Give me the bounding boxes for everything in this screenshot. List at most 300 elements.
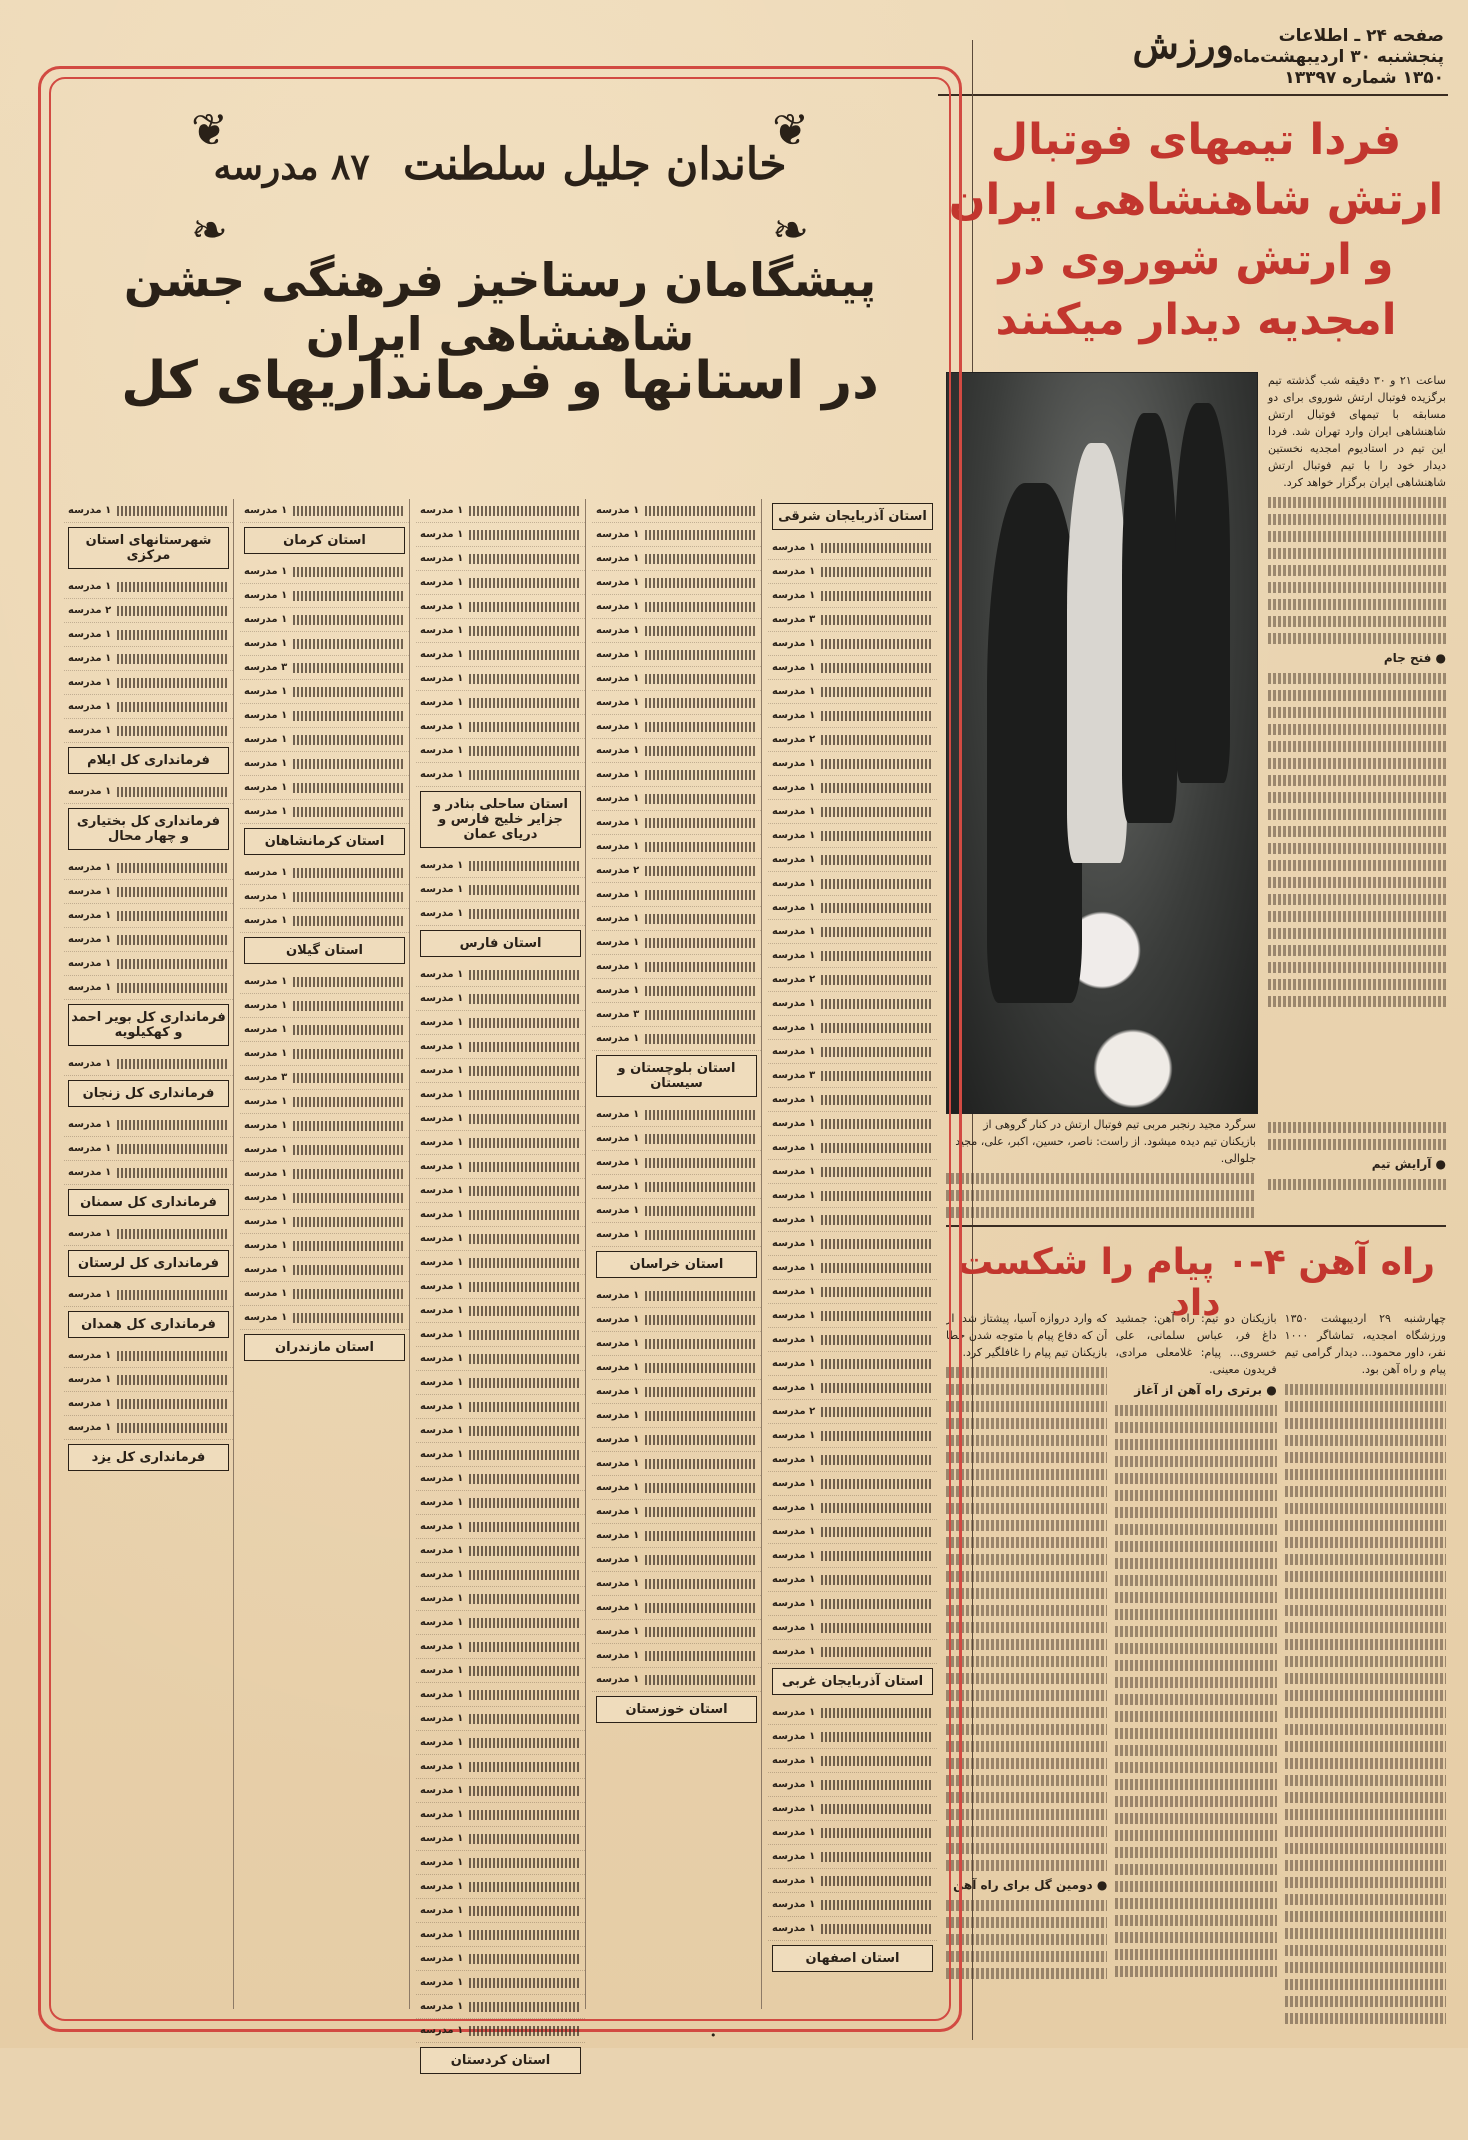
school-name bbox=[821, 1215, 933, 1225]
school-count: ۱ مدرسه bbox=[772, 662, 816, 673]
school-count: ۱ مدرسه bbox=[596, 1434, 640, 1445]
text-line bbox=[1115, 1592, 1276, 1603]
school-row bbox=[592, 715, 761, 739]
school-name bbox=[821, 1023, 933, 1033]
match-report bbox=[946, 1310, 1446, 2140]
school-name bbox=[821, 855, 933, 865]
text-line bbox=[946, 1588, 1107, 1599]
school-name bbox=[117, 1423, 229, 1433]
school-row bbox=[768, 1821, 937, 1845]
text-line bbox=[1285, 1860, 1446, 1871]
school-count: ۱ مدرسه bbox=[772, 1526, 816, 1537]
school-count: ۱ مدرسه bbox=[772, 806, 816, 817]
school-name bbox=[117, 630, 229, 640]
school-name bbox=[821, 1143, 933, 1153]
school-count: ۱ مدرسه bbox=[772, 1046, 816, 1057]
school-name bbox=[293, 1313, 405, 1323]
text-line bbox=[946, 1384, 1107, 1395]
text-line bbox=[1285, 1945, 1446, 1956]
school-row bbox=[240, 752, 409, 776]
text-line bbox=[1285, 1384, 1446, 1395]
school-row bbox=[592, 1404, 761, 1428]
school-row bbox=[416, 854, 585, 878]
school-count: ۱ مدرسه bbox=[420, 649, 464, 660]
school-name bbox=[821, 1804, 933, 1814]
school-count: ۱ مدرسه bbox=[244, 782, 288, 793]
school-count: ۱ مدرسه bbox=[68, 1228, 112, 1239]
text-line bbox=[946, 1537, 1107, 1548]
school-row bbox=[768, 704, 937, 728]
school-name bbox=[469, 1114, 581, 1124]
school-count: ۱ مدرسه bbox=[596, 577, 640, 588]
school-row bbox=[416, 715, 585, 739]
school-name bbox=[821, 879, 933, 889]
school-name bbox=[117, 654, 229, 664]
school-name bbox=[117, 911, 229, 921]
player-figure bbox=[1175, 403, 1230, 783]
school-name bbox=[469, 1066, 581, 1076]
school-row bbox=[240, 1114, 409, 1138]
divider bbox=[938, 94, 1448, 96]
school-row bbox=[768, 752, 937, 776]
school-row bbox=[768, 1352, 937, 1376]
ornament-icon: ❧ bbox=[772, 205, 809, 256]
text-line bbox=[946, 1503, 1107, 1514]
text-line bbox=[1268, 775, 1446, 786]
subhead: ● آرایش تیم bbox=[1371, 1157, 1446, 1171]
school-row bbox=[416, 1299, 585, 1323]
text-line bbox=[1285, 1622, 1446, 1633]
province-header: استان ساحلی بنادر و جزایر خلیج فارس و دریای عمان bbox=[420, 791, 581, 848]
school-row bbox=[416, 1683, 585, 1707]
school-name bbox=[821, 1455, 933, 1465]
text-line bbox=[946, 1207, 1256, 1218]
province-header: استان گیلان bbox=[244, 937, 405, 964]
school-count: ۱ مدرسه bbox=[420, 1881, 464, 1892]
text-line bbox=[946, 1951, 1107, 1962]
school-row bbox=[592, 1380, 761, 1404]
school-row bbox=[416, 619, 585, 643]
school-count: ۱ مدرسه bbox=[68, 1167, 112, 1178]
school-count: ۱ مدرسه bbox=[68, 1350, 112, 1361]
text-line bbox=[946, 1741, 1107, 1752]
school-row bbox=[592, 1524, 761, 1548]
lineup-note bbox=[1268, 1116, 1446, 1196]
school-count: ۱ مدرسه bbox=[68, 862, 112, 873]
school-name bbox=[293, 567, 405, 577]
school-row bbox=[768, 608, 937, 632]
school-name bbox=[645, 1134, 757, 1144]
school-name bbox=[117, 582, 229, 592]
school-count: ۱ مدرسه bbox=[244, 1264, 288, 1275]
school-count: ۱ مدرسه bbox=[772, 1731, 816, 1742]
text-line bbox=[1285, 1486, 1446, 1497]
main-headline: فردا تیمهای فوتبال ارتش شاهنشاهی ایران و ارتش شوروی در امجدیه دیدار میکنند bbox=[948, 115, 1444, 345]
school-count: ۱ مدرسه bbox=[772, 1262, 816, 1273]
school-name bbox=[821, 1852, 933, 1862]
school-count: ۱ مدرسه bbox=[68, 1374, 112, 1385]
province-header: استان خراسان bbox=[596, 1251, 757, 1278]
school-name bbox=[645, 866, 757, 876]
school-row bbox=[768, 1640, 937, 1664]
school-name bbox=[821, 1900, 933, 1910]
school-name bbox=[645, 770, 757, 780]
school-name bbox=[469, 1954, 581, 1964]
school-name bbox=[821, 1575, 933, 1585]
text-line bbox=[1268, 724, 1446, 735]
text-line bbox=[946, 1639, 1107, 1650]
school-row bbox=[240, 1066, 409, 1090]
school-count: ۲ مدرسه bbox=[772, 734, 816, 745]
school-name bbox=[821, 1647, 933, 1657]
school-name bbox=[821, 1479, 933, 1489]
school-row bbox=[768, 656, 937, 680]
school-row bbox=[64, 976, 233, 1000]
school-name bbox=[645, 1579, 757, 1589]
school-name bbox=[117, 1059, 229, 1069]
school-row bbox=[592, 1620, 761, 1644]
school-count: ۱ مدرسه bbox=[420, 1425, 464, 1436]
school-row bbox=[416, 1395, 585, 1419]
school-count: ۱ مدرسه bbox=[68, 1398, 112, 1409]
school-count: ۱ مدرسه bbox=[772, 1358, 816, 1369]
school-name bbox=[469, 2026, 581, 2036]
school-name bbox=[469, 578, 581, 588]
school-count: ۱ مدرسه bbox=[772, 854, 816, 865]
school-row bbox=[64, 647, 233, 671]
school-name bbox=[293, 807, 405, 817]
school-row bbox=[592, 595, 761, 619]
text-line bbox=[1285, 1520, 1446, 1531]
text-line bbox=[1268, 531, 1446, 542]
page-info-line: ۱۳۵۰ شماره ۱۳۳۹۷ bbox=[1284, 68, 1444, 88]
school-count: ۱ مدرسه bbox=[772, 1707, 816, 1718]
school-count: ۱ مدرسه bbox=[420, 1305, 464, 1316]
school-row bbox=[592, 1428, 761, 1452]
school-name bbox=[645, 1627, 757, 1637]
school-name bbox=[645, 1315, 757, 1325]
school-name bbox=[645, 1651, 757, 1661]
school-name bbox=[645, 842, 757, 852]
school-row bbox=[416, 1203, 585, 1227]
school-count: ۱ مدرسه bbox=[772, 590, 816, 601]
text-line bbox=[1285, 1758, 1446, 1769]
school-row bbox=[64, 599, 233, 623]
school-row bbox=[240, 909, 409, 933]
school-row bbox=[768, 1256, 937, 1280]
text-line bbox=[1268, 582, 1446, 593]
school-count: ۱ مدرسه bbox=[420, 1161, 464, 1172]
school-count: ۱ مدرسه bbox=[420, 2001, 464, 2012]
section-title: ورزش bbox=[1132, 22, 1234, 67]
school-count: ۱ مدرسه bbox=[596, 1506, 640, 1517]
text-line bbox=[946, 1673, 1107, 1684]
school-row bbox=[64, 1392, 233, 1416]
school-count: ۱ مدرسه bbox=[772, 1118, 816, 1129]
school-name bbox=[293, 1001, 405, 1011]
school-count: ۱ مدرسه bbox=[420, 529, 464, 540]
school-count: ۳ مدرسه bbox=[772, 1070, 816, 1081]
school-count: ۱ مدرسه bbox=[244, 758, 288, 769]
school-count: ۱ مدرسه bbox=[596, 505, 640, 516]
school-row bbox=[592, 1500, 761, 1524]
school-name bbox=[469, 1090, 581, 1100]
school-count: ۱ مدرسه bbox=[68, 982, 112, 993]
school-name bbox=[821, 831, 933, 841]
school-row bbox=[416, 1539, 585, 1563]
page-info-line: پنجشنبه ۳۰ اردیبهشت‌ماه bbox=[1233, 47, 1444, 67]
school-name bbox=[821, 1599, 933, 1609]
school-name bbox=[645, 794, 757, 804]
school-count: ۱ مدرسه bbox=[244, 1144, 288, 1155]
school-count: ۱ مدرسه bbox=[596, 913, 640, 924]
school-row bbox=[768, 1893, 937, 1917]
school-name bbox=[469, 1378, 581, 1388]
school-row bbox=[416, 1131, 585, 1155]
school-row bbox=[416, 1587, 585, 1611]
text-line bbox=[1115, 1524, 1276, 1535]
school-count: ۳ مدرسه bbox=[244, 1072, 288, 1083]
text-line bbox=[1115, 1932, 1276, 1943]
school-count: ۱ مدرسه bbox=[420, 1593, 464, 1604]
school-count: ۱ مدرسه bbox=[772, 1214, 816, 1225]
school-row bbox=[592, 499, 761, 523]
school-name bbox=[469, 674, 581, 684]
school-name bbox=[821, 1551, 933, 1561]
ad-school-count: ۸۷ مدرسه bbox=[213, 146, 370, 188]
school-row bbox=[416, 763, 585, 787]
listing-column bbox=[240, 499, 410, 2009]
text-line bbox=[946, 1656, 1107, 1667]
school-row bbox=[768, 920, 937, 944]
school-name bbox=[469, 1690, 581, 1700]
school-name bbox=[469, 698, 581, 708]
school-name bbox=[645, 1387, 757, 1397]
school-row bbox=[240, 1258, 409, 1282]
text-line bbox=[1268, 928, 1446, 939]
school-name bbox=[645, 1291, 757, 1301]
school-count: ۱ مدرسه bbox=[596, 1290, 640, 1301]
school-name bbox=[469, 1978, 581, 1988]
text-line bbox=[1285, 1894, 1446, 1905]
province-header: فرمانداری کل لرستان bbox=[68, 1250, 229, 1277]
text-line bbox=[1115, 1609, 1276, 1620]
school-name bbox=[469, 770, 581, 780]
school-count: ۱ مدرسه bbox=[772, 998, 816, 1009]
school-row bbox=[592, 1103, 761, 1127]
text-line bbox=[946, 1758, 1107, 1769]
school-name bbox=[645, 1555, 757, 1565]
text-line bbox=[1268, 707, 1446, 718]
school-name bbox=[469, 1858, 581, 1868]
school-row bbox=[592, 1127, 761, 1151]
school-name bbox=[469, 1354, 581, 1364]
school-count: ۱ مدرسه bbox=[420, 1185, 464, 1196]
school-name bbox=[645, 1158, 757, 1168]
school-row bbox=[592, 1151, 761, 1175]
ad-title-mid: پیشگامان رستاخیز فرهنگی جشن شاهنشاهی ایران bbox=[123, 253, 877, 361]
school-row bbox=[240, 970, 409, 994]
text-line bbox=[1115, 1966, 1276, 1977]
text-line bbox=[1268, 514, 1446, 525]
school-count: ۳ مدرسه bbox=[772, 614, 816, 625]
school-row bbox=[240, 1210, 409, 1234]
text-line bbox=[1285, 1724, 1446, 1735]
text-line bbox=[1115, 1626, 1276, 1637]
school-name bbox=[117, 935, 229, 945]
school-count: ۱ مدرسه bbox=[772, 710, 816, 721]
text-line bbox=[946, 1860, 1107, 1871]
school-name bbox=[469, 885, 581, 895]
school-count: ۱ مدرسه bbox=[420, 993, 464, 1004]
text-line bbox=[1285, 1877, 1446, 1888]
school-row bbox=[64, 499, 233, 523]
school-row bbox=[240, 656, 409, 680]
text-line bbox=[1115, 1643, 1276, 1654]
school-count: ۱ مدرسه bbox=[596, 769, 640, 780]
school-row bbox=[416, 1635, 585, 1659]
school-name bbox=[469, 1210, 581, 1220]
school-count: ۱ مدرسه bbox=[244, 1312, 288, 1323]
text-line bbox=[946, 1173, 1256, 1184]
text-line bbox=[1285, 1554, 1446, 1565]
school-name bbox=[821, 1359, 933, 1369]
text-line bbox=[946, 1605, 1107, 1616]
school-name bbox=[117, 787, 229, 797]
school-count: ۱ مدرسه bbox=[772, 566, 816, 577]
school-count: ۱ مدرسه bbox=[772, 926, 816, 937]
school-row bbox=[592, 619, 761, 643]
school-count: ۱ مدرسه bbox=[420, 1497, 464, 1508]
school-name bbox=[645, 1206, 757, 1216]
school-count: ۱ مدرسه bbox=[420, 1929, 464, 1940]
text-line bbox=[1285, 1707, 1446, 1718]
school-row bbox=[768, 560, 937, 584]
school-count: ۱ مدرسه bbox=[244, 1024, 288, 1035]
school-row bbox=[64, 1052, 233, 1076]
school-name bbox=[645, 1230, 757, 1240]
school-name bbox=[469, 1402, 581, 1412]
school-name bbox=[821, 1876, 933, 1886]
school-count: ۱ مدرسه bbox=[420, 601, 464, 612]
text-line bbox=[1115, 1864, 1276, 1875]
school-count: ۱ مدرسه bbox=[420, 2025, 464, 2036]
text-line bbox=[946, 1469, 1107, 1480]
school-name bbox=[469, 1546, 581, 1556]
school-row bbox=[416, 739, 585, 763]
school-row bbox=[240, 728, 409, 752]
school-count: ۱ مدرسه bbox=[772, 830, 816, 841]
school-name bbox=[645, 530, 757, 540]
school-row bbox=[416, 1227, 585, 1251]
school-count: ۱ مدرسه bbox=[596, 1133, 640, 1144]
school-row bbox=[592, 1332, 761, 1356]
school-row bbox=[416, 902, 585, 926]
school-count: ۱ مدرسه bbox=[772, 1478, 816, 1489]
school-name bbox=[821, 1780, 933, 1790]
school-name bbox=[293, 783, 405, 793]
school-count: ۱ مدرسه bbox=[772, 542, 816, 553]
school-row bbox=[592, 1356, 761, 1380]
photo-caption bbox=[946, 1116, 1256, 1224]
school-name bbox=[117, 1120, 229, 1130]
school-name bbox=[821, 1311, 933, 1321]
school-name bbox=[645, 674, 757, 684]
school-count: ۱ مدرسه bbox=[244, 1288, 288, 1299]
school-count: ۱ مدرسه bbox=[772, 638, 816, 649]
school-count: ۱ مدرسه bbox=[420, 1665, 464, 1676]
school-row bbox=[416, 1827, 585, 1851]
school-name bbox=[469, 1642, 581, 1652]
school-row bbox=[768, 1208, 937, 1232]
school-name bbox=[645, 1483, 757, 1493]
school-row bbox=[768, 1544, 937, 1568]
text-line bbox=[1285, 1605, 1446, 1616]
page-number: • bbox=[710, 2029, 717, 2042]
school-row bbox=[768, 680, 937, 704]
text-line bbox=[1268, 860, 1446, 871]
text-line bbox=[946, 1401, 1107, 1412]
school-name bbox=[469, 1594, 581, 1604]
page-info bbox=[1233, 26, 1444, 89]
school-name bbox=[293, 1217, 405, 1227]
school-count: ۱ مدرسه bbox=[420, 1449, 464, 1460]
school-row bbox=[768, 1304, 937, 1328]
school-row bbox=[592, 907, 761, 931]
text-line bbox=[1268, 877, 1446, 888]
school-count: ۲ مدرسه bbox=[772, 1406, 816, 1417]
school-count: ۱ مدرسه bbox=[772, 1622, 816, 1633]
school-row bbox=[416, 523, 585, 547]
school-row bbox=[416, 1803, 585, 1827]
school-name bbox=[469, 1762, 581, 1772]
school-row bbox=[768, 1869, 937, 1893]
school-row bbox=[416, 643, 585, 667]
school-count: ۱ مدرسه bbox=[68, 910, 112, 921]
school-name bbox=[645, 1363, 757, 1373]
school-count: ۳ مدرسه bbox=[244, 662, 288, 673]
text-line bbox=[1115, 1456, 1276, 1467]
school-count: ۱ مدرسه bbox=[244, 710, 288, 721]
school-name bbox=[293, 977, 405, 987]
school-row bbox=[768, 1064, 937, 1088]
school-count: ۱ مدرسه bbox=[420, 1713, 464, 1724]
province-header: فرمانداری کل سمنان bbox=[68, 1189, 229, 1216]
school-count: ۱ مدرسه bbox=[420, 769, 464, 780]
school-row bbox=[416, 1419, 585, 1443]
school-count: ۱ مدرسه bbox=[68, 1058, 112, 1069]
school-name bbox=[117, 959, 229, 969]
school-row bbox=[416, 1611, 585, 1635]
school-row bbox=[240, 1162, 409, 1186]
school-row bbox=[592, 1476, 761, 1500]
text-line bbox=[1115, 1881, 1276, 1892]
school-name bbox=[469, 1834, 581, 1844]
school-name bbox=[469, 1234, 581, 1244]
text-line bbox=[1268, 809, 1446, 820]
school-count: ۱ مدرسه bbox=[596, 1033, 640, 1044]
school-count: ۱ مدرسه bbox=[244, 1192, 288, 1203]
school-row bbox=[592, 835, 761, 859]
school-row bbox=[416, 1011, 585, 1035]
school-name bbox=[645, 578, 757, 588]
province-header: استان کرمان bbox=[244, 527, 405, 554]
school-count: ۱ مدرسه bbox=[596, 889, 640, 900]
school-count: ۱ مدرسه bbox=[420, 1137, 464, 1148]
school-name bbox=[293, 1169, 405, 1179]
school-name bbox=[645, 986, 757, 996]
subhead: ● فتح جام bbox=[1383, 651, 1446, 665]
